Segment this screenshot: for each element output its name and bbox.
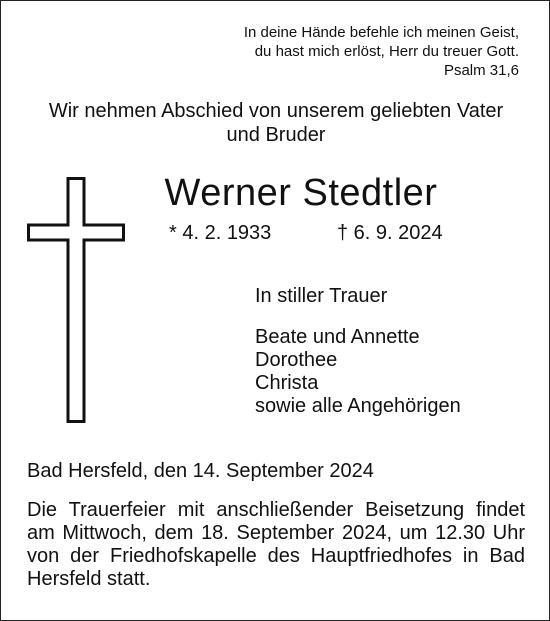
- mourner-item: Dorothee: [255, 349, 338, 371]
- mourner-item: Christa: [255, 372, 319, 394]
- funeral-line-3: von der Friedhofskapelle des Hauptfriedhofes in Bad: [27, 545, 525, 567]
- funeral-announcement: [27, 499, 525, 591]
- verse-line-2: du hast mich erlöst, Herr du treuer Gott.: [254, 43, 519, 60]
- mourner-item: Beate und Annette: [255, 326, 420, 348]
- intro-line-2: und Bruder: [226, 124, 326, 146]
- mourner-item: sowie alle Angehörigen: [255, 395, 461, 417]
- psalm-verse: [189, 23, 519, 80]
- mourners-list: [255, 326, 461, 418]
- death-date: † 6. 9. 2024: [337, 222, 443, 244]
- farewell-intro: [21, 99, 531, 147]
- funeral-line-1: Die Trauerfeier mit anschließender Beisetzung findet: [27, 499, 525, 521]
- deceased-name: Werner Stedtler: [164, 172, 438, 214]
- mourning-label: In stiller Trauer: [255, 285, 388, 307]
- cross-icon: [27, 177, 125, 423]
- funeral-line-2: am Mittwoch, dem 18. September 2024, um 12.30 Uhr: [27, 522, 525, 544]
- intro-line-1: Wir nehmen Abschied von unserem geliebten Vater: [48, 100, 504, 122]
- verse-reference: Psalm 31,6: [443, 62, 519, 79]
- verse-line-1: In deine Hände befehle ich meinen Geist,: [243, 24, 519, 41]
- place-and-date: Bad Hersfeld, den 14. September 2024: [27, 460, 374, 482]
- birth-date: * 4. 2. 1933: [169, 222, 272, 244]
- funeral-line-4: Hersfeld statt.: [27, 568, 151, 590]
